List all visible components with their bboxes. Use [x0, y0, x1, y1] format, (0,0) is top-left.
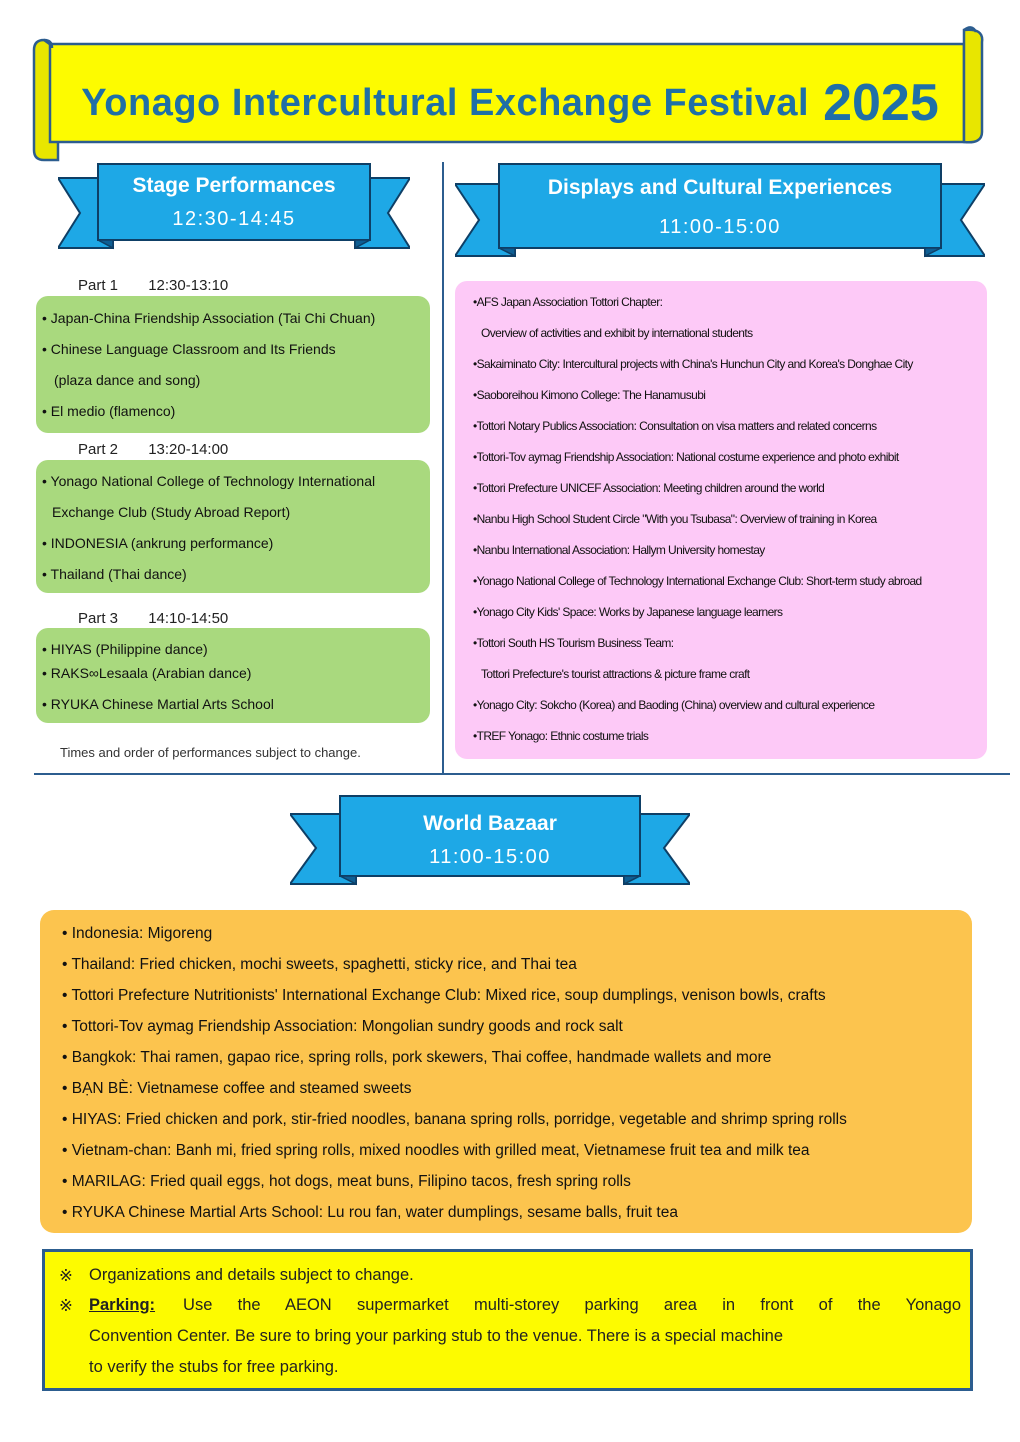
part1-box: [36, 296, 430, 433]
displays-line: •Saoboreihou Kimono College: The Hanamusubi: [473, 388, 706, 402]
bazaar-ribbon: [290, 790, 690, 894]
bazaar-box: [40, 910, 972, 1233]
bazaar-line: • HIYAS: Fried chicken and pork, stir-fried noodles, banana spring rolls, porridge, vegetable and shrimp spring rolls: [62, 1111, 847, 1128]
displays-line: •Sakaiminato City: Intercultural projects with China's Hunchun City and Korea's Donghae City: [473, 357, 913, 371]
part3-line: • RAKS∞Lesaala (Arabian dance): [42, 665, 252, 681]
stage-ribbon: [58, 158, 410, 258]
part2-label: Part 2: [78, 441, 119, 458]
displays-line: •Tottori Prefecture UNICEF Association: Meeting children around the world: [473, 481, 825, 495]
part2-box: [36, 460, 430, 593]
festival-title: [60, 58, 960, 148]
notice-mark: ※: [59, 1267, 73, 1285]
displays-ribbon-title: Displays and Cultural Experiences: [547, 176, 893, 199]
part3-box: [36, 628, 430, 723]
displays-line: •Yonago City: Sokcho (Korea) and Baoding (China) overview and cultural experience: [473, 698, 875, 712]
parking-text-3: to verify the stubs for free parking.: [89, 1358, 339, 1376]
part3-label: Part 3: [78, 610, 119, 627]
displays-box: [455, 281, 987, 759]
notice-change-text: Organizations and details subject to change.: [89, 1266, 414, 1284]
bazaar-line: • Bangkok: Thai ramen, gapao rice, spring rolls, pork skewers, Thai coffee, handmade wallets and more: [62, 1049, 772, 1066]
bazaar-line: • Indonesia: Migoreng: [62, 925, 213, 942]
festival-title-year: 2025: [823, 74, 939, 132]
parking-text-2: Convention Center. Be sure to bring your parking stub to the venue. There is a special machine: [89, 1327, 784, 1345]
bazaar-line: • Tottori Prefecture Nutritionists' International Exchange Club: Mixed rice, soup dumplings, venison bowls, crafts: [62, 987, 826, 1004]
stage-ribbon-time: 12:30-14:45: [172, 208, 296, 230]
part2-header: [78, 441, 228, 458]
displays-line: •Tottori Notary Publics Association: Consultation on visa matters and related concerns: [473, 419, 877, 433]
bazaar-line: • Vietnam-chan: Banh mi, fried spring rolls, mixed noodles with grilled meat, Vietnamese fruit tea and milk tea: [62, 1142, 810, 1159]
displays-line: •Yonago National College of Technology International Exchange Club: Short-term study abroad: [473, 574, 922, 588]
bazaar-line: • Tottori-Tov aymag Friendship Association: Mongolian sundry goods and rock salt: [62, 1018, 623, 1035]
part1-line: • El medio (flamenco): [42, 403, 176, 419]
stage-ribbon-title: Stage Performances: [132, 174, 336, 197]
bazaar-ribbon-title: World Bazaar: [423, 812, 557, 835]
part2-time: 13:20-14:00: [148, 441, 229, 458]
part2-line: • INDONESIA (ankrung performance): [42, 535, 274, 551]
displays-line: •Tottori-Tov aymag Friendship Association: National costume experience and photo exhibit: [473, 450, 899, 464]
part1-label: Part 1: [78, 277, 119, 294]
displays-line: •Nanbu International Association: Hallym University homestay: [473, 543, 765, 557]
part2-line: Exchange Club (Study Abroad Report): [52, 504, 291, 520]
bazaar-ribbon-time: 11:00-15:00: [429, 846, 551, 868]
bazaar-line: • RYUKA Chinese Martial Arts School: Lu rou fan, water dumplings, sesame balls, fruit tea: [62, 1204, 678, 1221]
bazaar-line: • MARILAG: Fried quail eggs, hot dogs, meat buns, Filipino tacos, fresh spring rolls: [62, 1173, 631, 1190]
notice-mark: ※: [59, 1297, 73, 1315]
displays-line: •TREF Yonago: Ethnic costume trials: [473, 729, 649, 743]
displays-ribbon-time: 11:00-15:00: [659, 216, 781, 238]
part1-line: • Japan-China Friendship Association (Tai Chi Chuan): [42, 310, 376, 326]
displays-line: Tottori Prefecture's tourist attractions & picture frame craft: [481, 667, 750, 681]
displays-ribbon: [455, 158, 985, 266]
column-divider: [442, 162, 444, 774]
displays-line: •AFS Japan Association Tottori Chapter:: [473, 295, 663, 309]
parking-line-1: [89, 1296, 961, 1315]
part3-line: • RYUKA Chinese Martial Arts School: [42, 696, 274, 712]
part1-line: • Chinese Language Classroom and Its Friends: [42, 341, 336, 357]
parking-text-1: Use the AEON supermarket multi-storey parking area in front of the Yonago: [183, 1296, 961, 1314]
bazaar-line: • BẠN BÈ: Vietnamese coffee and steamed sweets: [62, 1080, 412, 1097]
part1-time: 12:30-13:10: [148, 277, 229, 294]
part3-header: [78, 610, 228, 627]
displays-line: •Yonago City Kids' Space: Works by Japanese language learners: [473, 605, 783, 619]
displays-line: •Nanbu High School Student Circle "With you Tsubasa": Overview of training in Korea: [473, 512, 877, 526]
part2-line: • Thailand (Thai dance): [42, 566, 187, 582]
bazaar-line: • Thailand: Fried chicken, mochi sweets, spaghetti, sticky rice, and Thai tea: [62, 956, 577, 973]
displays-line: •Tottori South HS Tourism Business Team:: [473, 636, 674, 650]
festival-title-main: Yonago Intercultural Exchange Festival: [81, 81, 810, 124]
part2-line: • Yonago National College of Technology International: [42, 473, 376, 489]
notice-box: [42, 1249, 973, 1391]
part3-line: • HIYAS (Philippine dance): [42, 641, 208, 657]
part3-time: 14:10-14:50: [148, 610, 229, 627]
displays-line: Overview of activities and exhibit by international students: [481, 326, 753, 340]
stage-note: Times and order of performances subject to change.: [60, 745, 361, 760]
part1-header: [78, 277, 228, 294]
section-divider: [34, 773, 1010, 775]
parking-label: Parking:: [89, 1296, 156, 1314]
part1-line: (plaza dance and song): [54, 372, 201, 388]
